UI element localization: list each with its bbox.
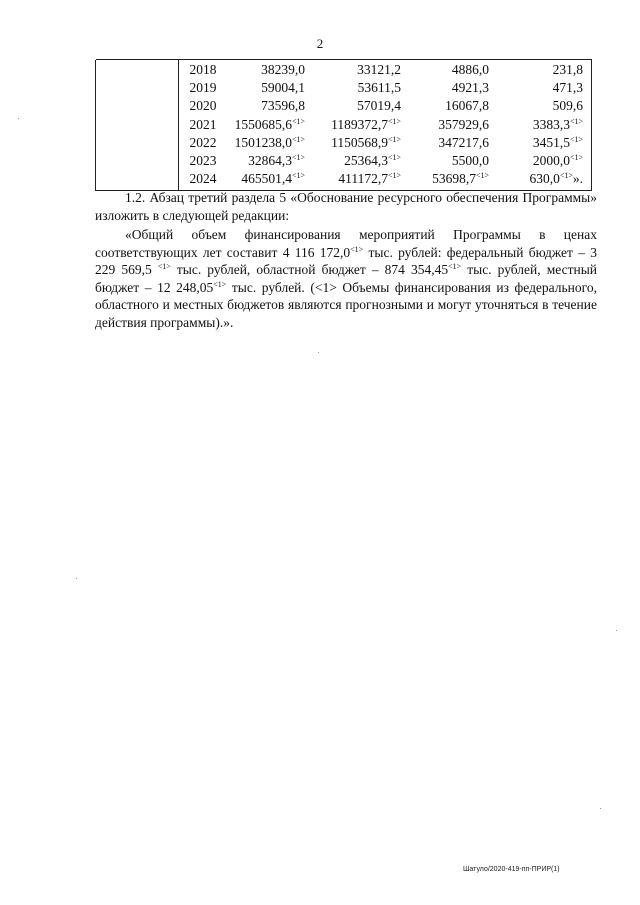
federal-cell: $25364,3^{<1>}$ xyxy=(344,152,401,168)
table-row xyxy=(179,134,591,152)
page-number: 2 xyxy=(316,36,324,51)
year-cell: 2024 xyxy=(189,171,217,187)
total-cell: $1550685,6^{<1>}$ xyxy=(234,116,305,132)
regional-cell: 5500,0 xyxy=(451,152,489,168)
scan-speck xyxy=(318,352,319,353)
federal-cell: $1189372,7^{<1>}$ xyxy=(331,116,401,132)
table-empty-cell xyxy=(96,60,179,191)
local-cell: 471,3 xyxy=(552,80,583,96)
local-cell: $2000,0^{<1>}$ xyxy=(532,152,583,168)
scan-speck xyxy=(76,578,77,579)
total-cell: $1501238,0^{<1>}$ xyxy=(234,134,305,150)
total-cell: 59004,1 xyxy=(261,80,305,96)
scan-speck xyxy=(616,630,617,631)
total-cell: $32864,3^{<1>}$ xyxy=(248,152,305,168)
local-cell: $3383,3^{<1>}$ xyxy=(532,116,583,132)
paragraph-total-financing: «Общий объем финансирования мероприятий Программы в ценах соответствующих лет составит 4 116 $172,0^{<1>}$ тыс. рублей: федеральный бюджет – 3 229 569,5 $^{<1>}$ тыс. рублей, областной бюджет – 874 $354,45^{<1>}$ тыс. рублей, местный бюджет – 12 $248,05^{<1>}$ тыс. рублей. (<1> Объемы финансирования из федерального, областного и местных бюджетов являются прогнозными и могут уточняться в течение действия программы).». xyxy=(95,227,598,330)
table-row xyxy=(179,61,591,79)
table-row xyxy=(179,170,591,188)
regional-cell: 4921,3 xyxy=(451,80,489,96)
total-cell: 38239,0 xyxy=(261,62,305,77)
federal-cell: 33121,2 xyxy=(357,62,401,77)
regional-cell: 357929,6 xyxy=(438,116,489,132)
year-cell: 2022 xyxy=(189,134,217,150)
table-row xyxy=(179,152,591,170)
federal-cell: $1150568,9^{<1>}$ xyxy=(331,134,401,150)
regional-cell: 16067,8 xyxy=(445,98,489,114)
total-cell: 73596,8 xyxy=(261,98,305,114)
paragraph-amendment: 1.2. Абзац третий раздела 5 «Обоснование ресурсного обеспечения Программы» изложить в следующей редакции: xyxy=(95,190,597,223)
table-row xyxy=(179,79,591,97)
financing-table xyxy=(95,59,592,191)
year-cell: 2019 xyxy=(189,80,217,96)
local-cell: 231,8 xyxy=(552,62,583,77)
year-cell: 2023 xyxy=(189,152,217,168)
year-cell: 2020 xyxy=(189,98,217,114)
federal-cell: $411172,7^{<1>}$ xyxy=(338,171,401,187)
table-row xyxy=(179,116,591,134)
regional-cell: $53698,7^{<1>}$ xyxy=(432,171,489,187)
year-cell: 2021 xyxy=(189,116,217,132)
federal-cell: 53611,5 xyxy=(357,80,401,96)
local-cell: $630,0^{<1>}$». xyxy=(529,171,583,187)
regional-cell: 347217,6 xyxy=(438,134,489,150)
local-cell: 509,6 xyxy=(552,98,583,114)
year-cell: 2018 xyxy=(189,62,217,77)
scan-speck xyxy=(18,118,19,119)
local-cell: $3451,5^{<1>}$ xyxy=(532,134,583,150)
table-data-cell xyxy=(179,60,592,191)
scan-speck xyxy=(600,808,601,809)
document-footer-code: Шатуло/2020-419-пп-ПРИР(1) xyxy=(463,866,560,873)
federal-cell: 57019,4 xyxy=(357,98,401,114)
total-cell: $465501,4^{<1>}$ xyxy=(241,171,305,187)
regional-cell: 4886,0 xyxy=(451,62,489,77)
table-row xyxy=(179,97,591,115)
